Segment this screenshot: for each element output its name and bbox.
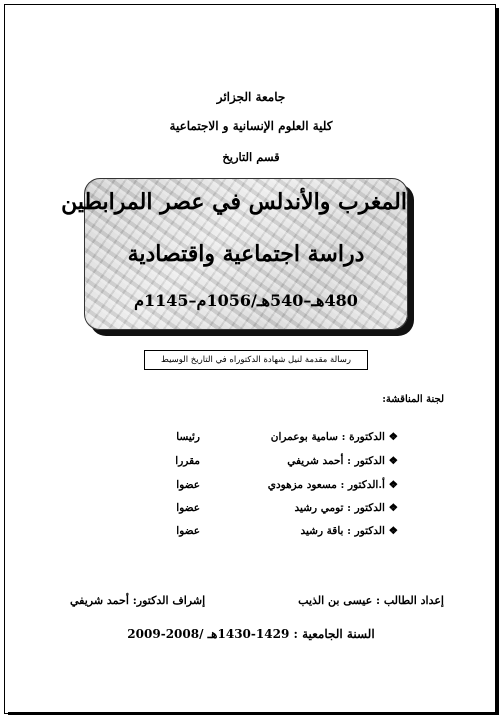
bullet-icon: ❖ — [388, 502, 398, 514]
member-role: عضوا — [176, 479, 200, 491]
faculty-name: كلية العلوم الإنسانية و الاجتماعية — [169, 119, 333, 133]
prepared-by: إعداد الطالب : عيسى بن الذيب — [298, 594, 444, 607]
title-line-2: دراسة اجتماعية واقتصادية — [127, 241, 365, 267]
member-role: عضوا — [176, 502, 200, 514]
member-name: أ.الدكتور : مسعود مزهودي — [267, 479, 385, 491]
member-role: رئيسا — [176, 431, 200, 443]
page-shadow-bottom — [8, 712, 498, 715]
title-box — [61, 178, 408, 330]
bullet-icon: ❖ — [388, 455, 398, 467]
bullet-icon: ❖ — [388, 479, 398, 491]
member-role: مقررا — [175, 455, 200, 467]
thesis-note: رسالة مقدمة لنيل شهادة الدكتوراه في التاريخ الوسيط — [144, 350, 368, 370]
committee-heading: لجنة المناقشة: — [382, 394, 444, 405]
member-name: الدكتور : أحمد شريفي — [287, 455, 385, 467]
committee-member — [160, 431, 398, 449]
committee-member — [160, 479, 398, 497]
committee-member — [160, 525, 398, 543]
supervisor: إشراف الدكتور: أحمد شريفي — [70, 594, 206, 607]
member-name: الدكتور : تومي رشيد — [294, 502, 385, 514]
member-name: الدكتورة : سامية بوعمران — [270, 431, 385, 443]
bullet-icon: ❖ — [388, 431, 398, 443]
academic-year: السنة الجامعية : 1429-1430هـ /2008-2009 — [127, 627, 375, 641]
committee-member — [160, 502, 398, 520]
department-name: قسم التاريخ — [222, 150, 280, 164]
member-role: عضوا — [176, 525, 200, 537]
committee-member — [160, 455, 398, 473]
title-line-1: المغرب والأندلس في عصر المرابطين — [61, 189, 407, 215]
title-dates: 480هـ–540هـ/1056م–1145م — [134, 291, 358, 310]
member-name: الدكتور : باقة رشيد — [300, 525, 385, 537]
page-shadow-right — [496, 8, 499, 715]
bullet-icon: ❖ — [388, 525, 398, 537]
university-name: جامعة الجزائر — [216, 90, 286, 104]
